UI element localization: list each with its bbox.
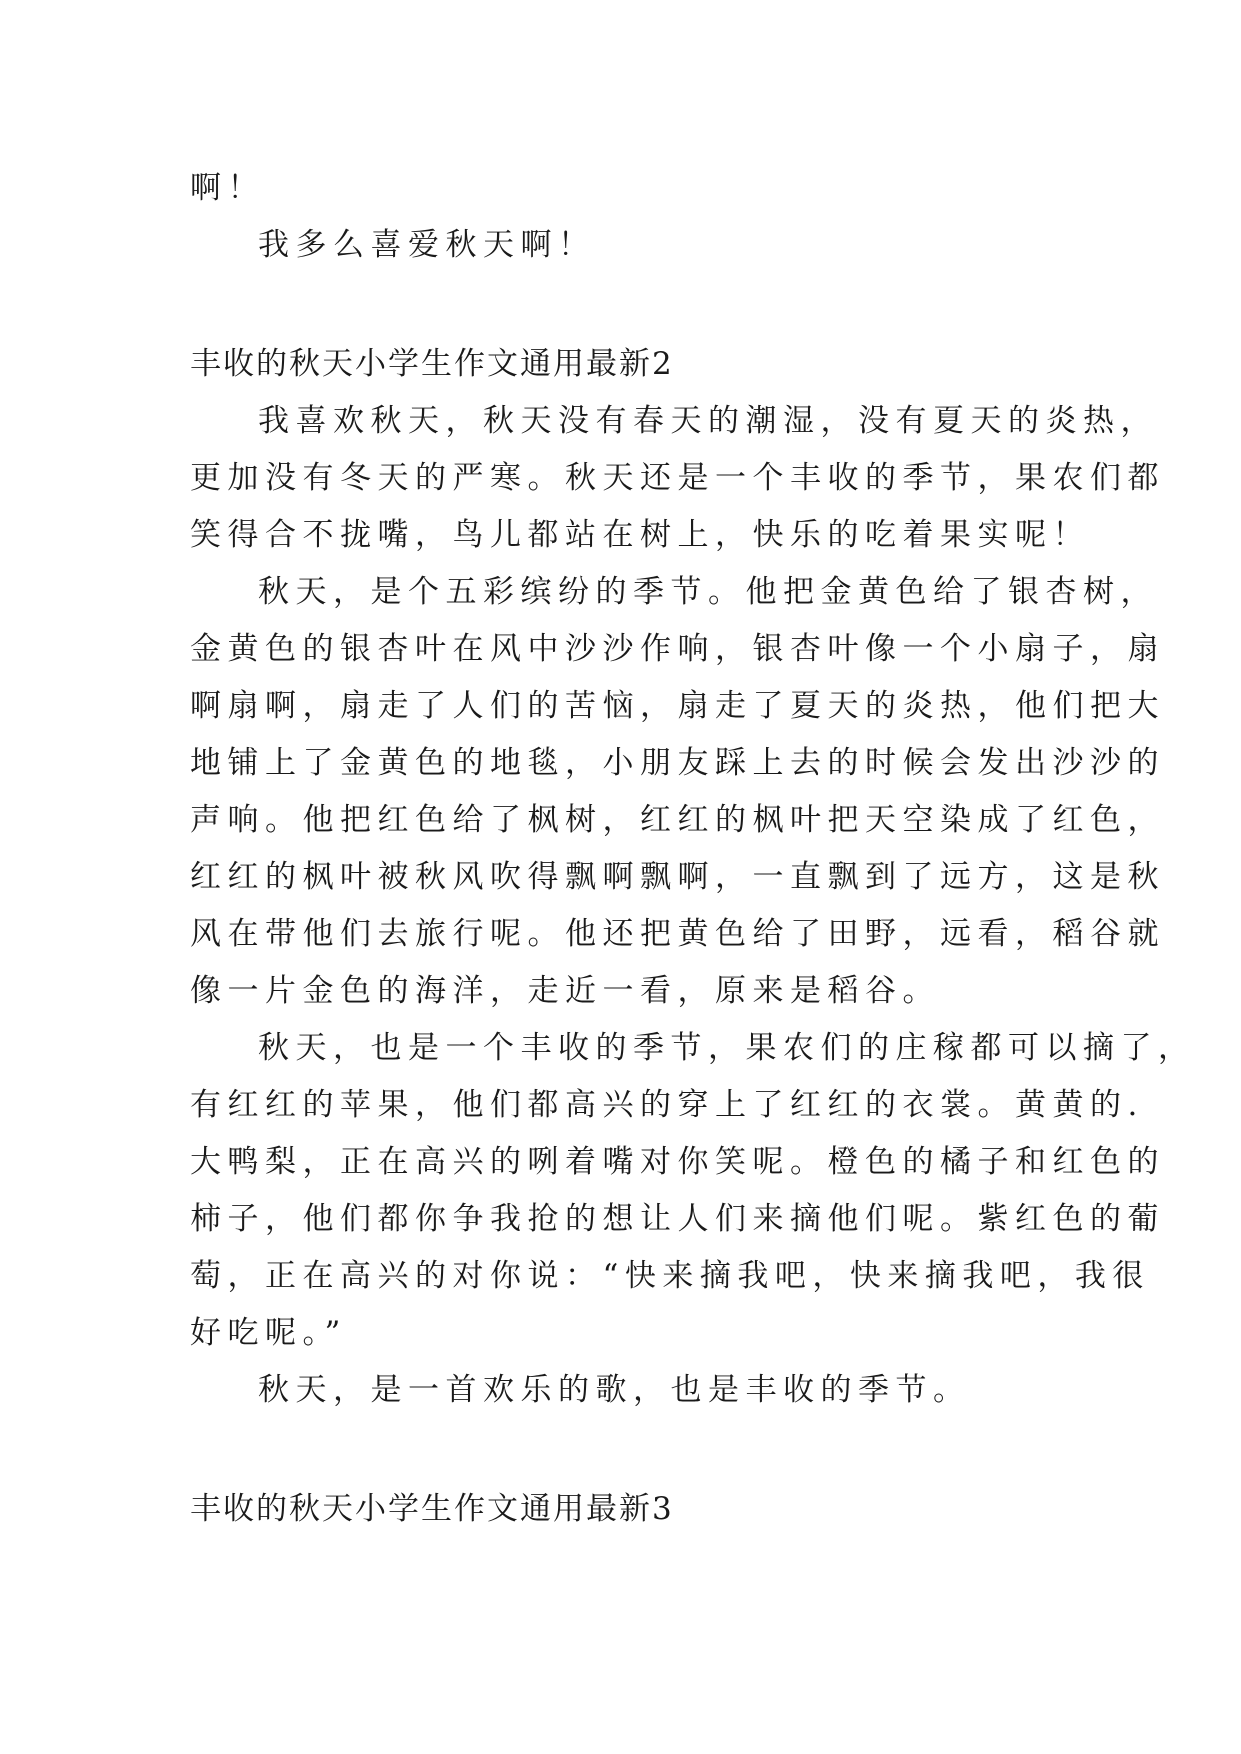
paragraph-line: 风在带他们去旅行呢。他还把黄色给了田野，远看，稻谷就 (190, 916, 1165, 952)
paragraph-line: 好吃呢。” (190, 1315, 347, 1351)
paragraph-line: 像一片金色的海洋，走近一看，原来是稻谷。 (190, 973, 940, 1009)
paragraph-line: 声响。他把红色给了枫树，红红的枫叶把天空染成了红色， (190, 802, 1165, 838)
paragraph-line: 笑得合不拢嘴，鸟儿都站在树上，快乐的吃着果实呢！ (190, 517, 1090, 553)
section-heading: 丰收的秋天小学生作文通用最新3 (190, 1491, 674, 1527)
paragraph-line: 有红红的苹果，他们都高兴的穿上了红红的衣裳。黄黄的. (190, 1087, 1144, 1123)
paragraph-line: 啊扇啊，扇走了人们的苦恼，扇走了夏天的炎热，他们把大 (190, 688, 1165, 724)
paragraph-line: 秋天，也是一个丰收的季节，果农们的庄稼都可以摘了， (258, 1030, 1196, 1066)
paragraph-line: 我多么喜爱秋天啊！ (258, 227, 596, 263)
paragraph-line: 地铺上了金黄色的地毯，小朋友踩上去的时候会发出沙沙的 (190, 745, 1165, 781)
paragraph-line: 萄，正在高兴的对你说：“快来摘我吧，快来摘我吧，我很 (190, 1258, 1150, 1294)
paragraph-line: 秋天，是个五彩缤纷的季节。他把金黄色给了银杏树， (258, 574, 1158, 610)
paragraph-line: 红红的枫叶被秋风吹得飘啊飘啊，一直飘到了远方，这是秋 (190, 859, 1165, 895)
paragraph-line: 啊！ (190, 170, 265, 206)
paragraph-line: 大鸭梨，正在高兴的咧着嘴对你笑呢。橙色的橘子和红色的 (190, 1144, 1165, 1180)
paragraph-line: 我喜欢秋天，秋天没有春天的潮湿，没有夏天的炎热， (258, 403, 1158, 439)
paragraph-line: 更加没有冬天的严寒。秋天还是一个丰收的季节，果农们都 (190, 460, 1165, 496)
section-heading: 丰收的秋天小学生作文通用最新2 (190, 346, 674, 382)
paragraph-line: 秋天，是一首欢乐的歌，也是丰收的季节。 (258, 1372, 971, 1408)
paragraph-line: 金黄色的银杏叶在风中沙沙作响，银杏叶像一个小扇子，扇 (190, 631, 1165, 667)
paragraph-line: 柿子，他们都你争我抢的想让人们来摘他们呢。紫红色的葡 (190, 1201, 1165, 1237)
